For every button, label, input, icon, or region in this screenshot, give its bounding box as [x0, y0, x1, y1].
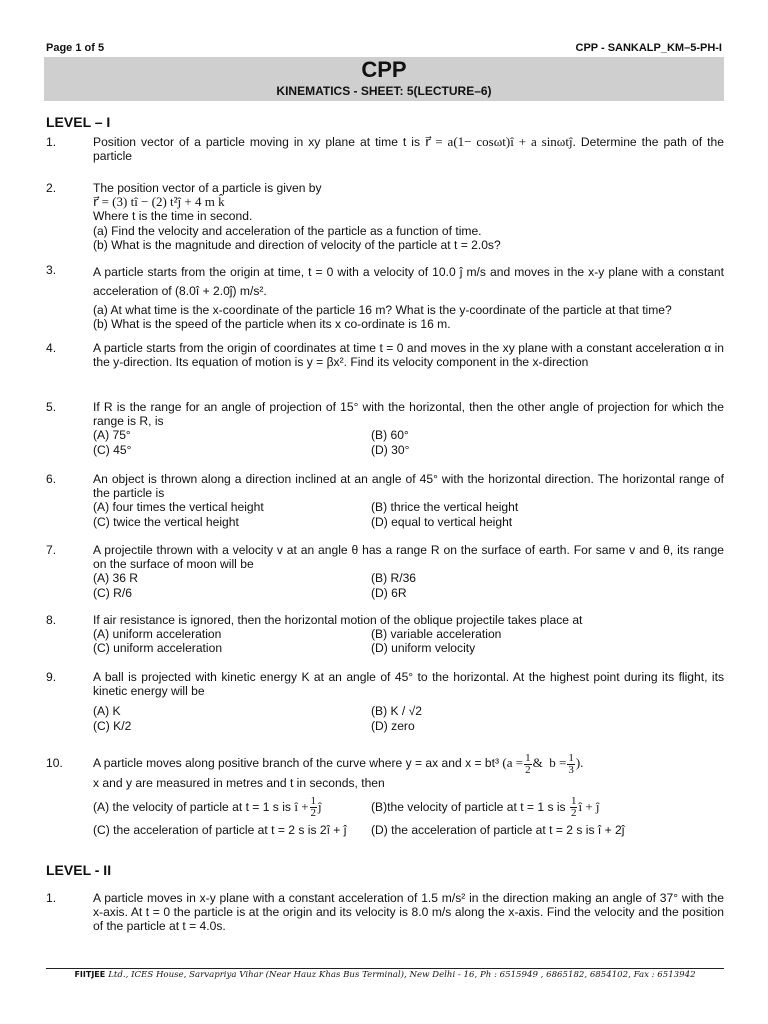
option-c: (C) 45° — [93, 442, 132, 457]
footer-rule — [46, 968, 724, 969]
question-number: 2. — [46, 181, 57, 195]
question-6 — [46, 472, 724, 529]
sub-question-b: (b) What is the speed of the particle when its x co-ordinate is 16 m. — [93, 317, 451, 332]
question-text: A projectile thrown with a velocity v at an angle θ has a range R on the surface of earth. For same v and θ, its range on the surface of moon will be — [93, 543, 724, 572]
question-number: 3. — [46, 263, 57, 277]
question-number: 4. — [46, 341, 57, 355]
option-d: (D) the acceleration of particle at t = 2 s is î + 2ĵ — [371, 823, 625, 838]
question-8 — [46, 613, 724, 656]
option-a: (A) 75° — [93, 428, 131, 443]
option-b: (B)the velocity of particle at t = 1 s is $\frac{1}{2}$ î + ĵ — [371, 795, 600, 820]
option-c: (C) twice the vertical height — [93, 514, 239, 529]
fiitjee-logo: FIITJEE — [74, 970, 106, 979]
sub-question-a: (a) At what time is the x-coordinate of the particle 16 m? What is the y-coordinate of the particle at that time? — [93, 303, 672, 317]
question-9 — [46, 670, 724, 733]
option-d: (D) equal to vertical height — [371, 514, 513, 529]
question-number: 10. — [46, 756, 63, 770]
question-7 — [46, 543, 724, 600]
question-3 — [46, 263, 724, 331]
question-text: Position vector of a particle moving in xy plane at time t is — [93, 135, 421, 149]
question-number: 5. — [46, 400, 57, 414]
options-grid — [93, 704, 724, 732]
options-grid — [93, 428, 724, 456]
constants-formula: (a = $\frac{1}{2}$ & b = $\frac{1}{3}$ ). — [502, 751, 584, 776]
question-number: 1. — [46, 135, 57, 149]
question-text: A particle starts from the origin of coordinates at time t = 0 and moves in the xy plane with a constant acceleration α in the y-direction. Its equation of motion is y = βx². Find its velocity component in the x-direction — [93, 341, 724, 370]
question-5 — [46, 400, 724, 457]
option-d: (D) zero — [371, 718, 415, 733]
question-number: 9. — [46, 670, 57, 684]
question-text: An object is thrown along a direction inclined at an angle of 45° with the horizontal direction. The horizontal range of the particle is — [93, 472, 724, 501]
option-a: (A) uniform acceleration — [93, 627, 222, 642]
option-a: (A) the velocity of particle at t = 1 s is î + $\frac{1}{2}$ ĵ — [93, 795, 322, 820]
options-grid — [93, 500, 724, 528]
title-band — [44, 57, 724, 101]
question-text: x and y are measured in metres and t in seconds, then — [93, 775, 385, 790]
question-2 — [46, 181, 724, 252]
position-vector-formula: r⃗ = (3) tî − (2) t²ĵ + 4 m k̂ — [93, 194, 225, 210]
question-text: A ball is projected with kinetic energy K at an angle of 45° to the horizontal. At the highest point during its flight, its kinetic energy will be — [93, 670, 724, 699]
question-text: Where t is the time in second. — [93, 209, 253, 224]
question-text: A particle starts from the origin at time, t = 0 with a velocity of 10.0 ĵ m/s and moves in the x-y plane with a constant acceleration of (8.0î + 2.0ĵ) m/s². — [93, 265, 724, 298]
option-a: (A) four times the vertical height — [93, 500, 264, 515]
level-2-heading: LEVEL - II — [46, 862, 112, 878]
page-title: CPP — [361, 57, 407, 82]
options-grid — [93, 796, 724, 842]
option-d: (D) 30° — [371, 442, 410, 457]
question-number: 6. — [46, 472, 57, 486]
option-a: (A) 36 R — [93, 571, 139, 586]
question-4 — [46, 341, 724, 369]
options-grid — [93, 571, 724, 599]
question-text: A particle moves in x-y plane with a constant acceleration of 1.5 m/s² in the direction making an angle of 37° with the x-axis. At t = 0 the particle is at the origin and its velocity is 8.0 m/s along the x-axis. Find the velocity and the position of the particle at t = 4.0s. — [93, 891, 724, 934]
question-number: 7. — [46, 543, 57, 557]
option-b: (B) thrice the vertical height — [371, 500, 519, 515]
option-c: (C) K/2 — [93, 718, 132, 733]
page-number: Page 1 of 5 — [46, 42, 105, 54]
question-number: 8. — [46, 613, 57, 627]
option-d: (D) 6R — [371, 585, 407, 600]
question-level2-1 — [46, 891, 724, 934]
option-b: (B) variable acceleration — [371, 627, 502, 642]
option-c: (C) R/6 — [93, 585, 132, 600]
page-subtitle: KINEMATICS - SHEET: 5(LECTURE–6) — [276, 84, 492, 98]
footer-address: Ltd., ICES House, Sarvapriya Vihar (Near Hauz Khas Bus Terminal), New Delhi - 16, Ph : 6515949 , 6865182, 6854102, Fax : 6513942 — [108, 970, 696, 980]
option-d: (D) uniform velocity — [371, 641, 476, 656]
question-text: The position vector of a particle is given by — [93, 181, 322, 195]
option-a: (A) K — [93, 704, 121, 719]
option-c: (C) uniform acceleration — [93, 641, 223, 656]
sub-question-b: (b) What is the magnitude and direction of velocity of the particle at t = 2.0s? — [93, 237, 501, 252]
sub-question-a: (a) Find the velocity and acceleration of the particle as a function of time. — [93, 223, 482, 238]
option-b: (B) K / √2 — [371, 704, 422, 719]
option-b: (B) R/36 — [371, 571, 417, 586]
question-text: If air resistance is ignored, then the horizontal motion of the oblique projectile takes place at — [93, 613, 583, 627]
option-c: (C) the acceleration of particle at t = 2 s is 2î + ĵ — [93, 823, 347, 838]
document-code: CPP - SANKALP_KM–5-PH-I — [575, 42, 722, 54]
question-10 — [46, 752, 724, 841]
question-text: Determine the path of the particle — [93, 135, 724, 164]
level-1-heading: LEVEL – I — [46, 114, 111, 130]
question-text: A particle moves along positive branch of the curve where y = ax and x = bt³ — [93, 756, 500, 770]
options-grid — [93, 627, 724, 655]
question-number: 1. — [46, 891, 57, 905]
footer — [46, 970, 724, 980]
question-text: If R is the range for an angle of projection of 15° with the horizontal, then the other angle of projection for which the range is R, is — [93, 400, 724, 429]
question-1 — [46, 135, 724, 163]
position-vector-formula: r⃗ = a(1− cosωt)î + a sinωtĵ. — [425, 134, 576, 149]
option-b: (B) 60° — [371, 428, 409, 443]
